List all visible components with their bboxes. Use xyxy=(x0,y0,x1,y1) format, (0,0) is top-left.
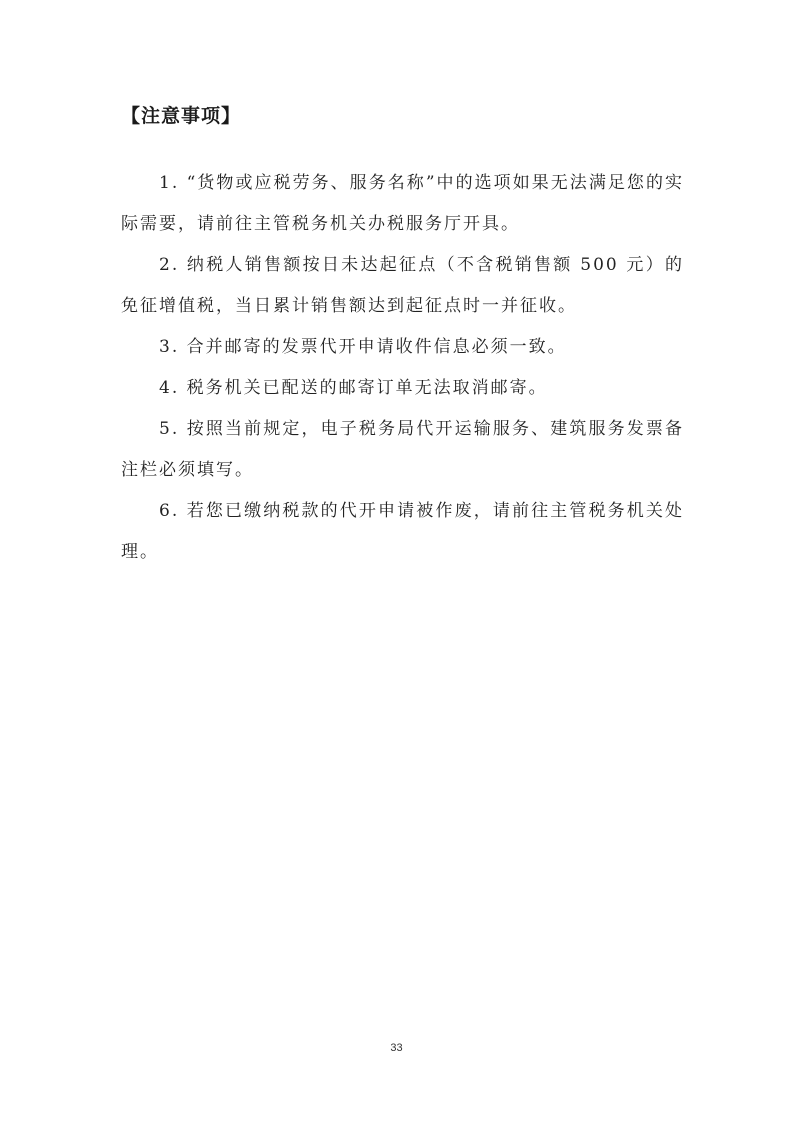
page-number: 33 xyxy=(390,1042,403,1054)
note-item: 3. 合并邮寄的发票代开申请收件信息必须一致。 xyxy=(159,337,567,357)
notes-list xyxy=(121,163,684,573)
note-item: 6. 若您已缴纳税款的代开申请被作废，请前往主管税务机关处理。 xyxy=(121,501,684,562)
note-item: 5. 按照当前规定，电子税务局代开运输服务、建筑服务发票备注栏必须填写。 xyxy=(121,419,684,480)
note-item: 2. 纳税人销售额按日未达起征点（不含税销售额 500 元）的免征增值税，当日累计销售额达到起征点时一并征收。 xyxy=(121,255,684,316)
note-item: 1. “货物或应税劳务、服务名称”中的选项如果无法满足您的实际需要，请前往主管税务机关办税服务厅开具。 xyxy=(121,173,684,234)
note-item: 4. 税务机关已配送的邮寄订单无法取消邮寄。 xyxy=(159,378,548,398)
section-heading: 【注意事项】 xyxy=(121,105,242,127)
